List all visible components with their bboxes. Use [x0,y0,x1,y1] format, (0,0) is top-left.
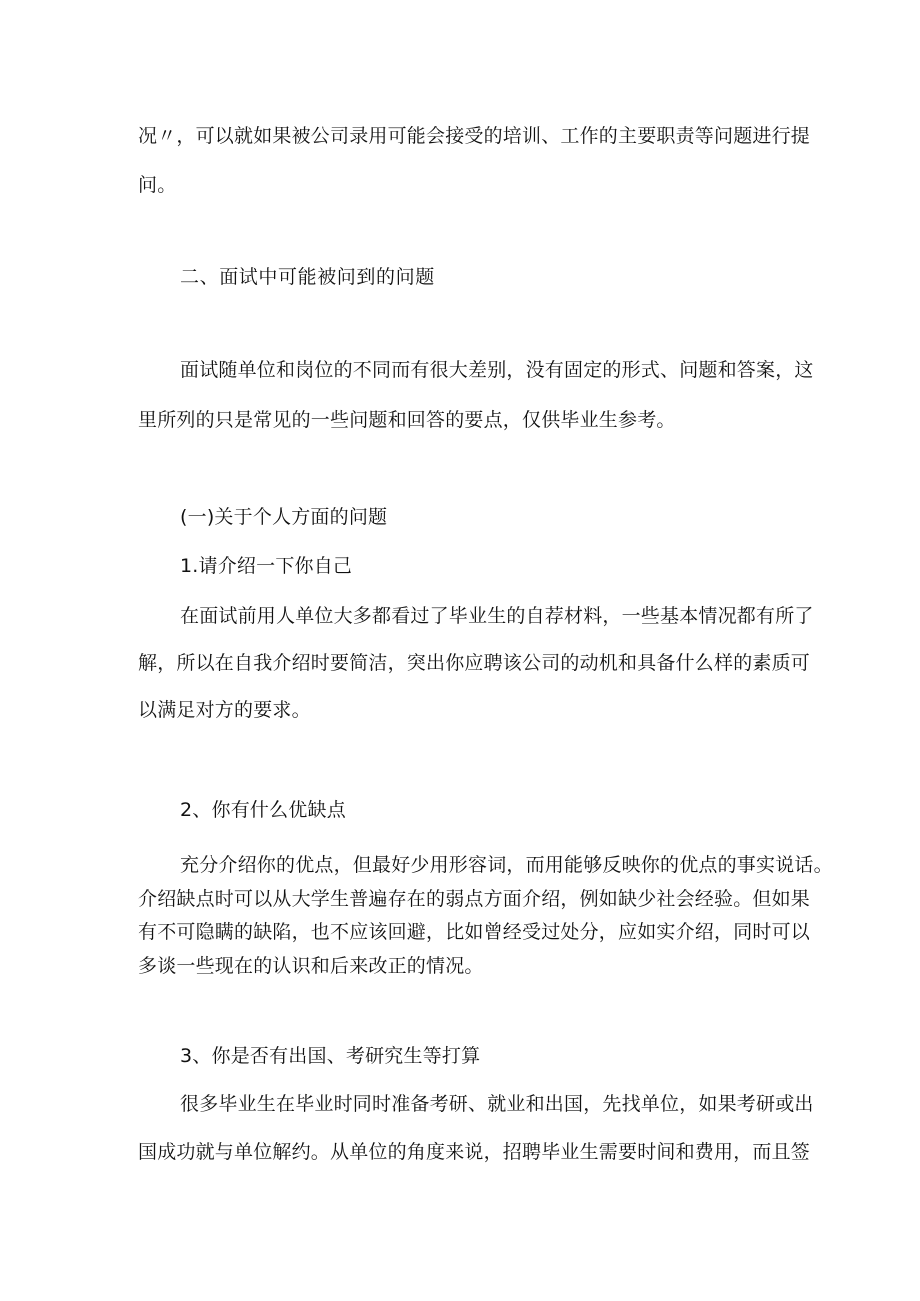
paragraph-line: 充分介绍你的优点，但最好少用形容词，而用能够反映你的优点的事实说话。 [180,854,833,876]
paragraph-line: 很多毕业生在毕业时同时准备考研、就业和出国，先找单位，如果考研或出 [180,1093,814,1115]
paragraph-line: 在面试前用人单位大多都看过了毕业生的自荐材料，一些基本情况都有所了 [180,605,814,627]
paragraph-line: 多谈一些现在的认识和后来改正的情况。 [138,955,484,977]
paragraph-line: 介绍缺点时可以从大学生普遍存在的弱点方面介绍，例如缺少社会经验。但如果 [138,888,811,910]
paragraph-line: 有不可隐瞒的缺陷，也不应该回避，比如曾经受过处分，应如实介绍，同时可以 [138,921,811,943]
paragraph-line: 面试随单位和岗位的不同而有很大差别，没有固定的形式、问题和答案，这 [180,359,814,381]
question-heading: 1.请介绍一下你自己 [180,555,353,577]
paragraph-line: 国成功就与单位解约。从单位的角度来说，招聘毕业生需要时间和费用，而且签 [138,1141,811,1163]
section-heading: 二、面试中可能被问到的问题 [180,266,435,288]
paragraph-line: 里所列的只是常见的一些问题和回答的要点，仅供毕业生参考。 [138,409,676,431]
paragraph-line: 解，所以在自我介绍时要简洁，突出你应聘该公司的动机和具备什么样的素质可 [138,652,811,674]
paragraph-line: 问。 [138,174,177,196]
paragraph-line: 况〃，可以就如果被公司录用可能会接受的培训、工作的主要职责等问题进行提 [138,125,811,147]
paragraph-line: 以满足对方的要求。 [138,699,311,721]
subsection-heading: (一)关于个人方面的问题 [180,506,388,528]
question-heading: 2、你有什么优缺点 [180,799,346,821]
question-heading: 3、你是否有出国、考研究生等打算 [180,1045,481,1067]
